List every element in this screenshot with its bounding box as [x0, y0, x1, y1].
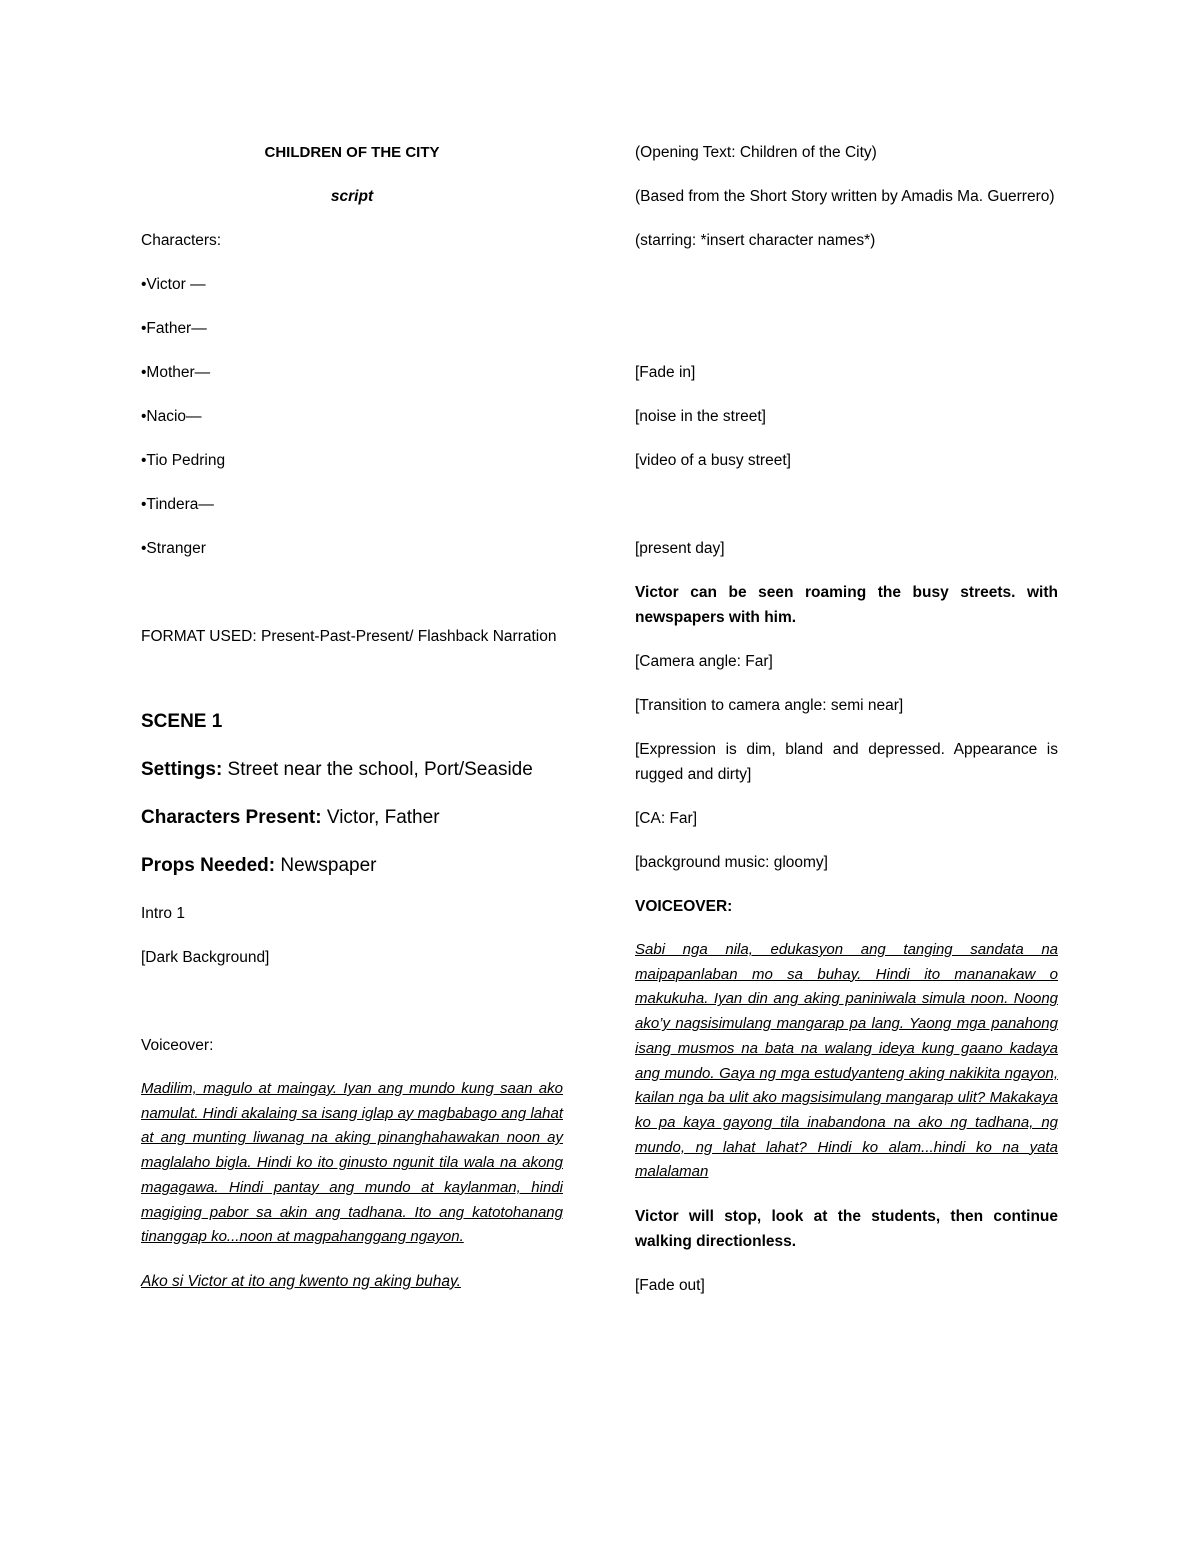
- script-title: CHILDREN OF THE CITY: [264, 144, 440, 161]
- left-column: [141, 140, 563, 1313]
- characters-present-value: Victor, Father: [321, 807, 440, 828]
- background-music-cue: [background music: gloomy]: [635, 854, 828, 871]
- dark-background-cue: [Dark Background]: [141, 949, 270, 966]
- voiceover-label: Voiceover:: [141, 1037, 214, 1054]
- character-list-item: •Victor —: [141, 276, 206, 293]
- character-list-item: •Tio Pedring: [141, 452, 226, 469]
- props-line: [141, 853, 563, 878]
- expression-cue: [Expression is dim, bland and depressed. Appearance is rugged and dirty]: [635, 741, 1058, 783]
- present-day-cue: [present day]: [635, 540, 725, 557]
- script-subtitle: script: [330, 188, 374, 205]
- fade-in-cue: [Fade in]: [635, 364, 696, 381]
- starring: (starring: *insert character names*): [635, 232, 876, 249]
- intro-label: Intro 1: [141, 905, 185, 922]
- settings-value: Street near the school, Port/Seaside: [222, 759, 533, 780]
- opening-text: (Opening Text: Children of the City): [635, 144, 877, 161]
- camera-angle-far: [Camera angle: Far]: [635, 653, 773, 670]
- scene-title: SCENE 1: [141, 711, 223, 732]
- character-list-item: •Nacio—: [141, 408, 202, 425]
- fade-out-cue: [Fade out]: [635, 1277, 705, 1295]
- victor-roaming-action: Victor can be seen roaming the busy streets. with newspapers with him.: [635, 584, 1058, 626]
- right-column: [635, 140, 1058, 1317]
- voiceover-text-right: Sabi nga nila, edukasyon ang tanging sandata na maipapanlaban mo sa buhay. Hindi ito mananakaw o makukuha. Iyan din ang aking paniniwala simula noon. Noong ako’y nagsisimulang mangarap pa lang. Yaong mga panahong isang musmos na bata na walang ideya kung gaano kadaya ang mundo. Gaya ng mga estudyanteng aking nakikita ngayon, kailan nga ba ulit ako magsisimulang mangarap ulit? Makakaya ko pa kaya gayong tila inabandona na ako ng tadhana, ng mundo, ng lahat lahat? Hindi ko alam...hindi ko na yata malalaman: [635, 941, 1058, 1181]
- settings-line: [141, 757, 563, 782]
- characters-present-label: Characters Present:: [141, 807, 322, 828]
- characters-label: Characters:: [141, 232, 222, 249]
- transition-cue: [Transition to camera angle: semi near]: [635, 697, 904, 714]
- ca-far-cue: [CA: Far]: [635, 810, 698, 827]
- format-used: FORMAT USED: Present-Past-Present/ Flashback Narration: [141, 628, 557, 645]
- characters-present-line: [141, 805, 563, 830]
- settings-label: Settings:: [141, 759, 223, 780]
- props-label: Props Needed:: [141, 855, 276, 876]
- character-list-item: •Stranger: [141, 540, 206, 557]
- closing-line: Ako si Victor at ito ang kwento ng aking buhay.: [141, 1272, 461, 1290]
- character-list-item: •Mother—: [141, 364, 211, 381]
- busy-street-video-cue: [video of a busy street]: [635, 452, 791, 469]
- street-noise-cue: [noise in the street]: [635, 408, 766, 425]
- voiceover-text: Madilim, magulo at maingay. Iyan ang mundo kung saan ako namulat. Hindi akalaing sa isang iglap ay magbabago ang lahat at ang munting liwanag na aking pinanghahawakan noon ay maglalaho bigla. Hindi ko ito ginusto ngunit tila wala na akong magagawa. Hindi pantay ang mundo at kaylanman, hindi magiging pabor sa akin ang tadhana. Ito ang katotohanang tinanggap ko...noon at magpahanggang ngayon.: [141, 1080, 563, 1246]
- based-from: (Based from the Short Story written by Amadis Ma. Guerrero): [635, 188, 1055, 205]
- character-list-item: •Tindera—: [141, 496, 214, 513]
- voiceover-heading: VOICEOVER:: [635, 898, 733, 915]
- character-list-item: •Father—: [141, 320, 207, 337]
- props-value: Newspaper: [275, 855, 377, 876]
- victor-stop-action: Victor will stop, look at the students, then continue walking directionless.: [635, 1208, 1058, 1251]
